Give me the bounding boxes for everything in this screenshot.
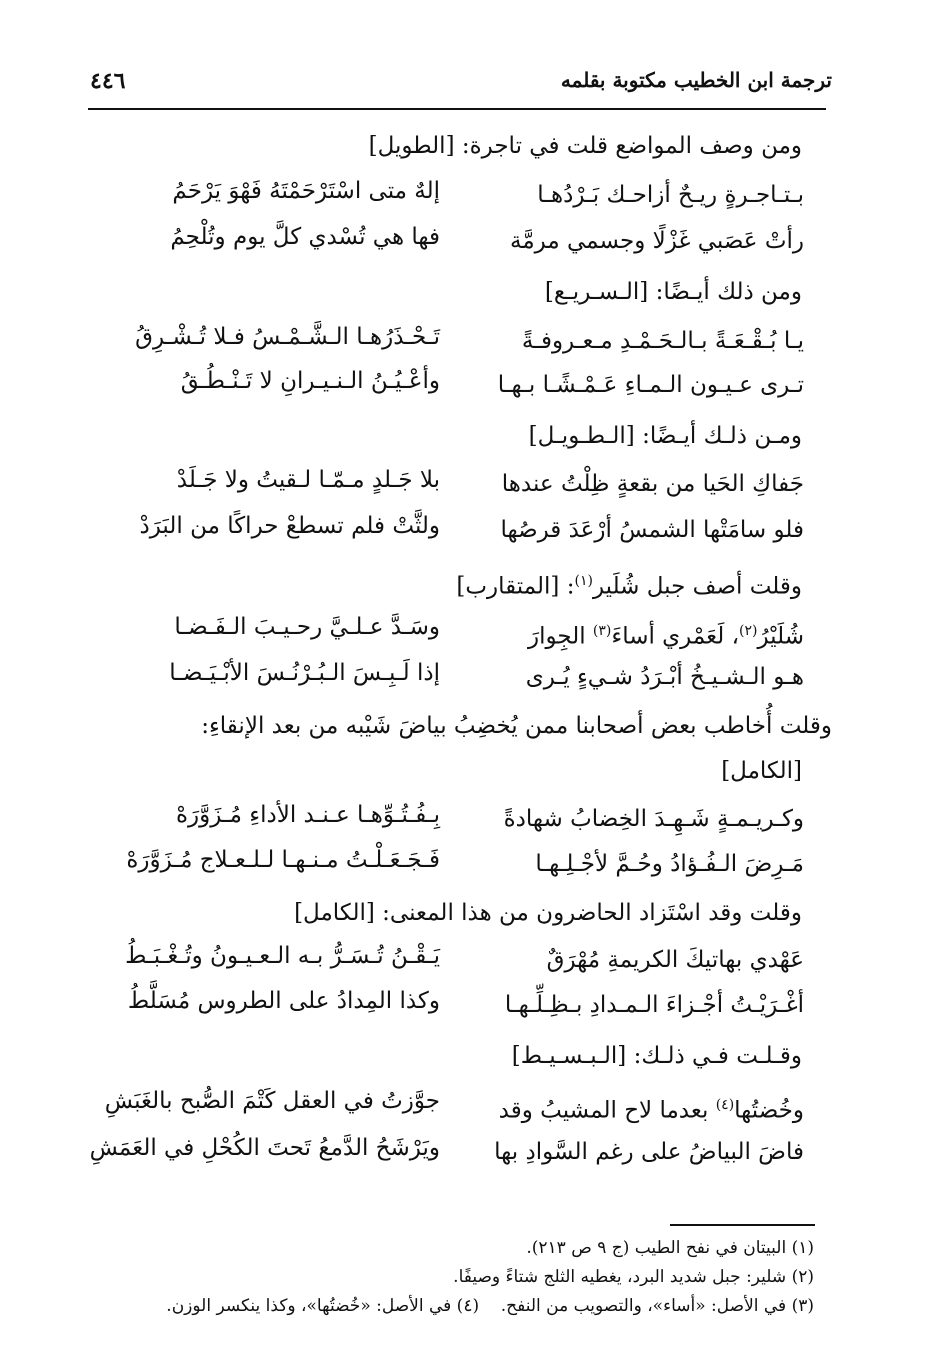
verse-9-first-hemistich: وكـريـمـةٍ شَـهِـدَ الخِضابُ شهادةً [503, 806, 804, 832]
running-title: ترجمة ابن الخطيب مكتوبة بقلمه [560, 68, 832, 92]
verse-1-first-hemistich: بـتـاجـرةٍ ريـحٌ أزاحـك بَـرْدُهـا [537, 182, 804, 208]
header-rule [88, 108, 826, 110]
section-intro-5-meter: [الكامل] [721, 758, 802, 784]
verse-12-first-hemistich: أغْـرَيْـتُ أجْـزاءَ الـمـدادِ بـظِـلِّـهـا [504, 992, 804, 1018]
verse-10-second-hemistich: فَـجَـعَـلْـتُ مـنـهـا لـلـعـلاج مُـزَوَّرَهْ [126, 847, 440, 873]
verse-7-word-shulayr: شُلَيْرُ [757, 623, 804, 650]
section-intro-2: ومن ذلك أيـضًا: [الـسـريـع] [544, 279, 802, 305]
verse-7-text-a: ، لَعَمْري أساءَ [611, 623, 739, 650]
section-intro-1: ومن وصف المواضع قلت في تاجرة: [الطويل] [368, 133, 802, 159]
verse-8-second-hemistich: إذا لَـبِـسَ الـبُـرْنُـسَ الأبْـيَـضـا [169, 660, 440, 686]
verse-9-second-hemistich: بِـفُـتُـوِّهـا عـنـد الأداءِ مُـزَوَّرَهْ [175, 802, 440, 828]
verse-14-second-hemistich: ويَرْشَحُ الدَّمعُ تَحتَ الكُحْلِ في العَمَشِ [89, 1135, 440, 1161]
footnote-3: (٣) في الأصل: «أساء»، والتصويب من النفح. [500, 1296, 814, 1316]
verse-6-first-hemistich: فلو سامَتْها الشمسُ أرْعَدَ قرصُها [500, 517, 804, 543]
verse-2-second-hemistich: فها هي تُسْدي كلَّ يوم وتُلْحِمُ [170, 224, 440, 250]
footnote-ref-3: (٣) [592, 623, 612, 639]
section-intro-5: وقلت أُخاطب بعض أصحابنا ممن يُخضِبُ بياضَ شَيْبه من بعد الإنقاءِ: [201, 713, 832, 739]
section-intro-3: ومـن ذلـك أيـضًا: [الـطـويـل] [528, 423, 802, 449]
verse-14-first-hemistich: فاضَ البياضُ على رغم السَّوادِ بها [494, 1139, 804, 1165]
footnote-ref-4: (٤) [715, 1097, 735, 1113]
footnote-3-and-4 [74, 1293, 814, 1319]
intro-4-meter: : [المتقارب] [456, 573, 575, 600]
footnote-ref-2: (٢) [739, 623, 758, 639]
section-intro-6: وقلت وقد اسْتَزاد الحاضرون من هذا المعنى: [الكامل] [294, 900, 802, 926]
verse-4-first-hemistich: تـرى عـيـون الـمـاءِ عَـمْـشًـا بـهـا [497, 372, 804, 398]
verse-6-second-hemistich: ولثَّتْ فلم تسطعْ حراكًا من البَرَدْ [139, 513, 440, 539]
verse-13-first-hemistich [464, 1086, 804, 1126]
verse-3-second-hemistich: تَـحْـذَرُهـا الـشَّـمْـسُ فـلا تُـشْـرِقُ [135, 324, 440, 350]
verse-5-second-hemistich: بلا جَـلدٍ مـمّـا لـقيتُ ولا جَـلَدْ [176, 467, 440, 493]
verse-5-first-hemistich: جَفاكِ الحَيا من بقعةٍ ظِلْتُ عندها [501, 471, 804, 497]
verse-11-first-hemistich: عَهْدي بهاتيكَ الكريمةِ مُهْرَقٌ [546, 947, 804, 973]
verse-4-second-hemistich: وأعْـيُـنُ الـنـيـرانِ لا تَـنْـطُـقُ [180, 368, 440, 394]
section-intro-4 [102, 562, 802, 602]
footnote-2: (٢) شلير: جبل شديد البرد، يغطيه الثلج شتاءً وصيفًا. [453, 1267, 814, 1287]
verse-10-first-hemistich: مَـرِضَ الـفُـؤادُ وحُـمَّ لأجْـلِـهـا [535, 851, 804, 877]
footnote-4: (٤) في الأصل: «خُضتُها»، وكذا ينكسر الوزن. [166, 1296, 480, 1316]
verse-2-first-hemistich: رأتْ عَصَبي غَزْلًا وجسمي مرمَّة [510, 228, 804, 254]
verse-3-first-hemistich: يـا بُـقْـعَـةً بـالـحَـمْـدِ مـعـروفـةً [521, 328, 804, 354]
verse-7-first-hemistich [464, 612, 804, 652]
footnote-ref-1: (١) [574, 573, 593, 589]
verse-1-second-hemistich: إلهٌ متى اسْتَرْحَمْتَهُ فَهْوَ يَرْحَمُ [172, 178, 440, 204]
verse-7-text-b: الجِوارَ [527, 623, 593, 650]
verse-11-second-hemistich: يَـقْـنُ تُـسَـرُّ بـه الـعـيـونُ وتُـغْـبَـطُ [125, 943, 440, 969]
section-intro-7: وقـلـت فـي ذلـك: [الـبـسـيـط] [511, 1043, 802, 1069]
page-number: ٤٤٦ [90, 68, 126, 94]
footnote-1: (١) البيتان في نفح الطيب (ج ٩ ص ٢١٣). [526, 1238, 814, 1258]
footnote-rule [670, 1224, 815, 1226]
verse-8-first-hemistich: هـو الـشـيـخُ أبْـرَدُ شـيءٍ يُـرى [525, 664, 804, 690]
verse-13-text: بعدما لاح المشيبُ وقد [498, 1097, 716, 1124]
verse-7-second-hemistich: وسَـدَّ عـلـيَّ رحـيـبَ الـفَـضـا [174, 614, 440, 640]
intro-4-text: وقلت أصف جبل شُلَير [592, 573, 802, 600]
verse-13-second-hemistich: جوَّزتُ في العقل كَتْمَ الصُّبح بالغَبَشِ [104, 1088, 440, 1114]
verse-13-word: وخُضتُها [734, 1097, 804, 1124]
verse-12-second-hemistich: وكذا المِدادُ على الطروس مُسَلَّطُ [127, 988, 440, 1014]
